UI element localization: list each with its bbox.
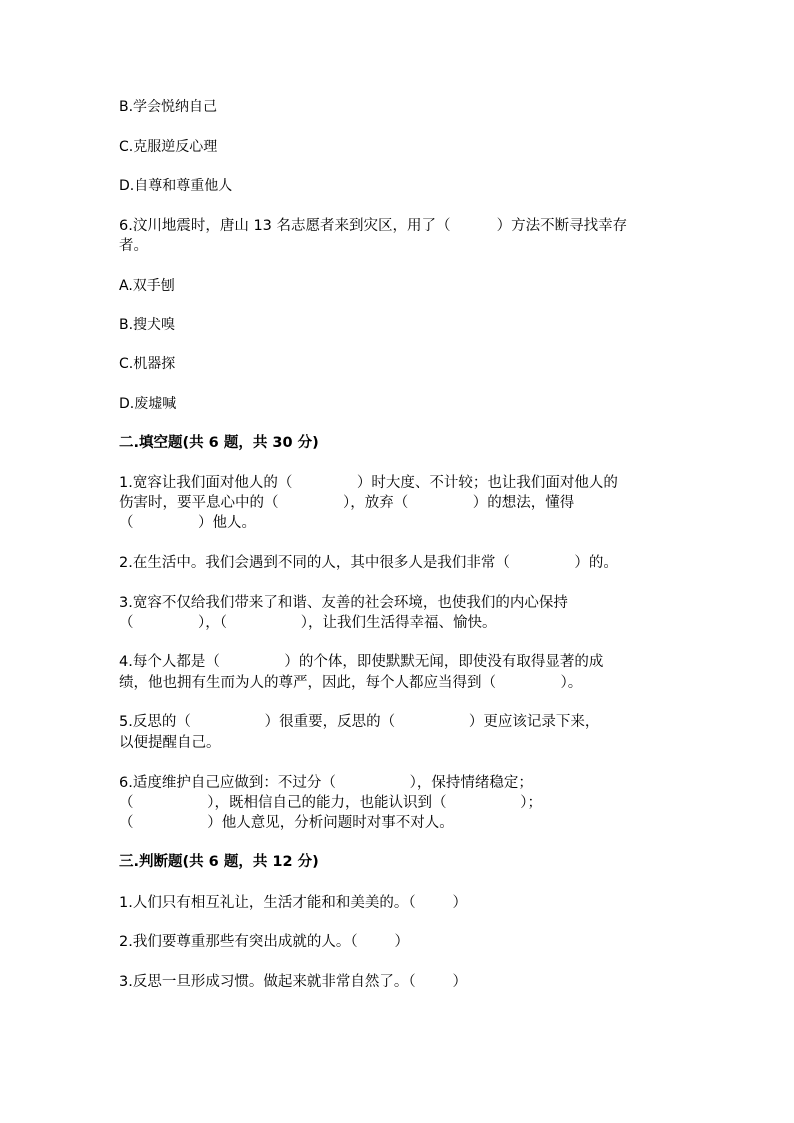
fill-q4-line-1: 4.每个人都是（ ）的个体，即使默默无闻，即使没有取得显著的成: [119, 654, 604, 670]
fill-q3-line-2: （ ），（ ），让我们生活得幸福、愉快。: [119, 615, 497, 631]
fill-q5-line-1: 5.反思的（ ）很重要，反思的（ ）更应该记录下来，: [119, 714, 600, 730]
option-c: C.克服逆反心理: [119, 139, 218, 155]
option-d: D.废墟喊: [119, 396, 177, 412]
fill-q4-line-2: 绩，他也拥有生而为人的尊严，因此，每个人都应当得到（ ）。: [119, 675, 583, 691]
option-c: C.机器探: [119, 356, 176, 372]
option-d: D.自尊和尊重他人: [119, 178, 233, 194]
fill-q5-line-2: 以便提醒自己。: [119, 735, 221, 751]
judge-q1: 1.人们只有相互礼让，生活才能和和美美的。（ ）: [119, 895, 467, 911]
option-a: A.双手刨: [119, 278, 175, 294]
fill-q6-line-1: 6.适度维护自己应做到：不过分（ ），保持情绪稳定；: [119, 775, 533, 791]
fill-q1-line-3: （ ）他人。: [119, 515, 257, 531]
option-b: B.学会悦纳自己: [119, 99, 218, 115]
fill-q3-line-1: 3.宽容不仅给我们带来了和谐、友善的社会环境，也使我们的内心保持: [119, 595, 568, 611]
fill-q1-line-2: 伤害时，要平息心中的（ ），放弃（ ）的想法，懂得: [119, 495, 575, 511]
judge-q3: 3.反思一旦形成习惯。做起来就非常自然了。（ ）: [119, 974, 467, 990]
judge-q2: 2.我们要尊重那些有突出成就的人。（ ）: [119, 934, 409, 950]
fill-q6-line-2: （ ），既相信自己的能力，也能认识到（ ）；: [119, 795, 542, 811]
fill-q6-line-3: （ ）他人意见，分析问题时对事不对人。: [119, 815, 454, 831]
option-b: B.搜犬嗅: [119, 317, 176, 333]
question-6-line-1: 6.汶川地震时，唐山 13 名志愿者来到灾区，用了（ ）方法不断寻找幸存: [119, 218, 628, 234]
fill-q1-line-1: 1.宽容让我们面对他人的（ ）时大度、不计较；也让我们面对他人的: [119, 475, 618, 491]
question-6-line-2: 者。: [119, 238, 148, 254]
section-title-fill-in: 二.填空题(共 6 题，共 30 分): [119, 435, 319, 451]
fill-q2: 2.在生活中。我们会遇到不同的人，其中很多人是我们非常（ ）的。: [119, 555, 618, 571]
section-title-true-false: 三.判断题(共 6 题，共 12 分): [119, 854, 319, 870]
